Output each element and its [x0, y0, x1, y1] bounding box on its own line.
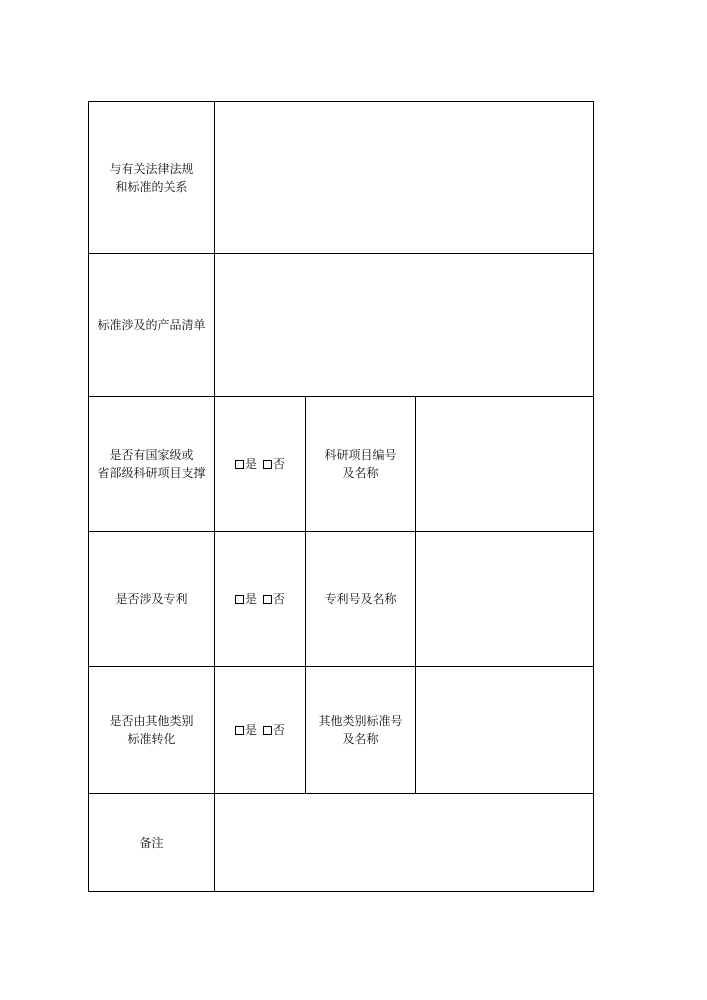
legal-relation-label-line-1: 与有关法律法规: [109, 161, 194, 176]
patent-no-label: 否: [273, 592, 286, 606]
checkbox-icon[interactable]: [263, 726, 272, 735]
conversion-label-line-1: 是否由其他类别: [109, 714, 194, 728]
conversion-label: [89, 667, 214, 793]
research-support-choice: [215, 397, 305, 531]
patent-detail-label: [306, 532, 415, 666]
patent-yes-option[interactable]: [235, 590, 257, 608]
remarks-field[interactable]: [215, 794, 593, 891]
checkbox-icon[interactable]: [263, 460, 272, 469]
product-list-label: [89, 254, 214, 396]
research-support-label-line-1: 是否有国家级或: [109, 448, 194, 462]
remarks-label-line-1: 备注: [139, 835, 164, 850]
product-list-label-line-1: 标准涉及的产品清单: [97, 318, 206, 332]
conversion-no-option[interactable]: [263, 721, 285, 739]
research-support-yes-option[interactable]: [235, 455, 257, 473]
conversion-yes-option[interactable]: [235, 721, 257, 739]
standard-form-table: [88, 101, 594, 892]
conversion-detail-label: [306, 667, 415, 793]
legal-relation-field[interactable]: [215, 102, 593, 253]
conversion-detail-label-line-1: 其他类别标准号: [318, 714, 403, 728]
checkbox-icon[interactable]: [235, 726, 244, 735]
research-support-label: [89, 397, 214, 531]
legal-relation-label-line-2: 和标准的关系: [115, 179, 188, 194]
research-project-label-line-1: 科研项目编号: [324, 448, 397, 462]
patent-detail-label-line-1: 专利号及名称: [324, 592, 397, 606]
legal-relation-label: [89, 102, 214, 253]
patent-label-line-1: 是否涉及专利: [115, 592, 188, 606]
checkbox-icon[interactable]: [263, 595, 272, 604]
research-project-label: [306, 397, 415, 531]
research-support-label-line-2: 省部级科研项目支撑: [97, 466, 206, 480]
patent-no-option[interactable]: [263, 590, 285, 608]
conversion-no-label: 否: [273, 723, 286, 737]
patent-yes-label: 是: [244, 592, 257, 606]
conversion-detail-field[interactable]: [416, 667, 593, 793]
checkbox-icon[interactable]: [235, 460, 244, 469]
research-support-no-label: 否: [273, 457, 286, 471]
research-project-label-line-2: 及名称: [342, 466, 379, 480]
remarks-label: [89, 794, 214, 891]
checkbox-icon[interactable]: [235, 595, 244, 604]
conversion-label-line-2: 标准转化: [127, 732, 176, 746]
patent-detail-field[interactable]: [416, 532, 593, 666]
research-project-field[interactable]: [416, 397, 593, 531]
patent-choice: [215, 532, 305, 666]
patent-label: [89, 532, 214, 666]
product-list-field[interactable]: [215, 254, 593, 396]
research-support-no-option[interactable]: [263, 455, 285, 473]
conversion-detail-label-line-2: 及名称: [342, 732, 379, 746]
conversion-yes-label: 是: [244, 723, 257, 737]
conversion-choice: [215, 667, 305, 793]
research-support-yes-label: 是: [244, 457, 257, 471]
